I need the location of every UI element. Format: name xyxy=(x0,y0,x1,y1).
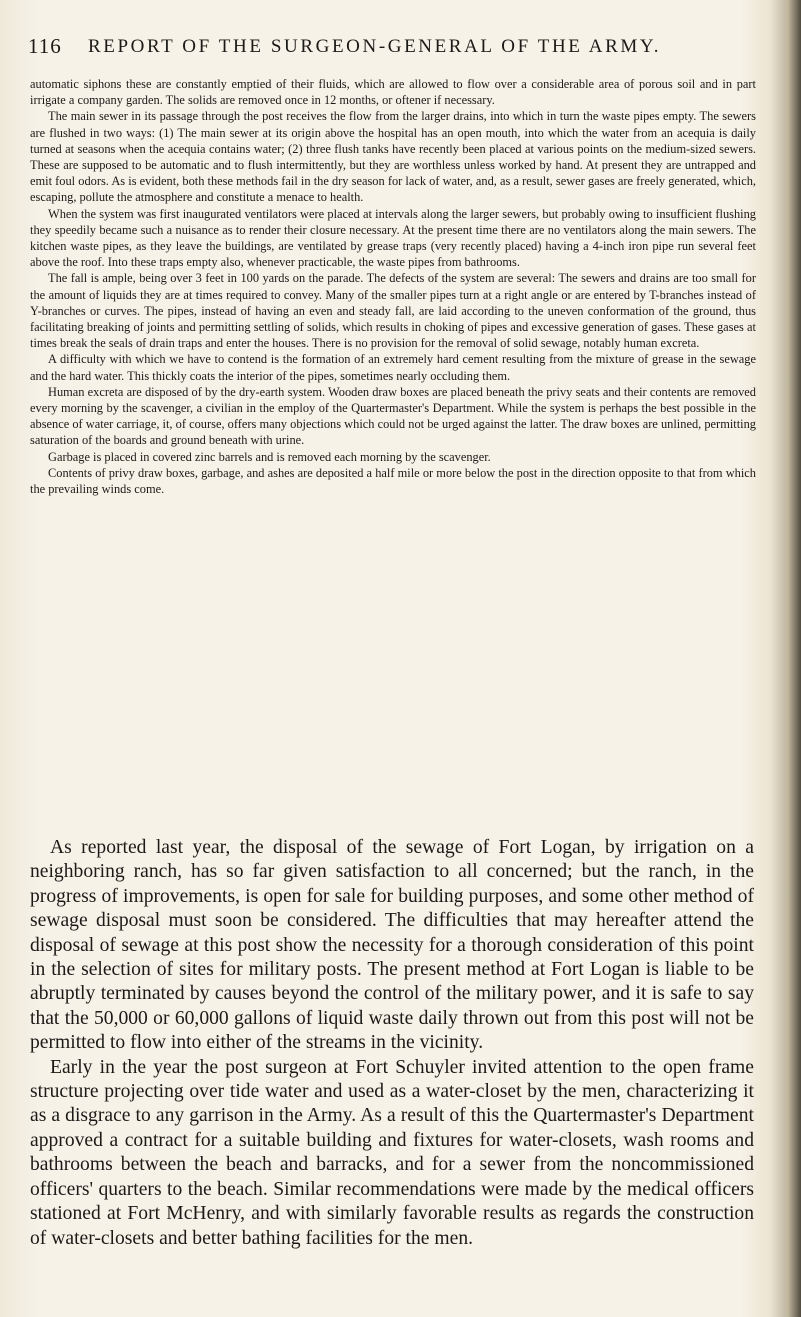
paragraph: Garbage is placed in covered zinc barrels and is removed each morning by the scavenger. xyxy=(48,449,491,464)
paragraph: Human excreta are disposed of by the dry-earth system. Wooden draw boxes are placed beneath the privy seats and their contents are removed every morning by the scavenger, a civilian in the employ of the Quartermaster's Department. While the system is perhaps the best possible in the absence of water carriage, it, of course, offers many objections which could not be urged against the latter. The draw boxes are unlined, permitting saturation of the boards and ground beneath with urine. xyxy=(30,384,756,448)
paragraph: The main sewer in its passage through the post receives the flow from the larger drains, into which in turn the waste pipes empty. The sewers are flushed in two ways: (1) The main sewer at its origin above the hospital has an open mouth, into which the water from an acequia is daily turned at seasons when the acequia contains water; (2) three flush tanks have recently been placed at various points on the medium-sized sewers. These are supposed to be automatic and to flush intermittently, but they are worthless unless worked by hand. At present they are untrapped and emit foul odors. As is evident, both these methods fail in the dry season for lack of water, and, as a result, sewer gases are freely generated, which, escaping, pollute the atmosphere and constitute a menace to health. xyxy=(30,109,756,205)
paragraph: Early in the year the post surgeon at Fort Schuyler invited attention to the open frame structure projecting over tide water and used as a water-closet by the men, characterizing it as a disgrace to any garrison in the Army. As a result of this the Quartermaster's Department approved a contract for a suitable building and fixtures for water-closets, wash rooms and bathrooms between the beach and barracks, and for a sewer from the noncommissioned officers' quarters to the beach. Similar recommendations were made by the medical officers stationed at Fort McHenry, and with similarly favorable results as regards the construction of water-closets and better bathing facilities for the men. xyxy=(30,1056,754,1249)
paragraph: As reported last year, the disposal of the sewage of Fort Logan, by irrigation on a neighboring ranch, has so far given satisfaction to all concerned; but the ranch, in the progress of improvements, is open for sale for building purposes, and some other method of sewage disposal must soon be considered. The difficulties that may hereafter attend the disposal of sewage at this post show the necessity for a thorough consideration of this point in the selection of sites for military posts. The present method at Fort Logan is liable to be abruptly terminated by causes beyond the control of the military power, and it is safe to say that the 50,000 or 60,000 gallons of liquid waste daily thrown out from this post will not be permitted to flow into either of the streams in the vicinity. xyxy=(30,837,754,1054)
running-title: REPORT OF THE SURGEON-GENERAL OF THE ARMY. xyxy=(88,36,662,57)
large-print-section xyxy=(30,836,754,1251)
page-header xyxy=(28,34,768,58)
paragraph: automatic siphons these are constantly emptied of their fluids, which are allowed to flow over a considerable area of porous soil and in part irrigate a company garden. The solids are removed once in 12 months, or oftener if necessary. xyxy=(30,77,756,108)
paragraph: The fall is ample, being over 3 feet in 100 yards on the parade. The defects of the system are several: The sewers and drains are too small for the amount of liquids they are at times required to convey. Many of the smaller pipes turn at a right angle or are entered by T-branches instead of Y-branches or curves. The pipes, instead of having an even and steady fall, are laid according to the uneven conformation of the ground, thus facilitating breaking of joints and permitting settling of solids, which results in choking of pipes and excessive generation of gases. These gases at times break the seals of drain traps and enter the houses. There is no provision for the removal of solid sewage, notably human excreta. xyxy=(30,271,756,351)
page-edge-shadow xyxy=(787,0,801,1317)
small-print-section xyxy=(30,76,756,497)
paragraph: Contents of privy draw boxes, garbage, and ashes are deposited a half mile or more below the post in the direction opposite to that from which the prevailing winds come. xyxy=(30,465,756,497)
page-number: 116 xyxy=(28,34,62,58)
paragraph: When the system was first inaugurated ventilators were placed at intervals along the larger sewers, but probably owing to insufficient flushing they speedily became such a nuisance as to render their closure necessary. At the present time there are no ventilators along the main sewers. The kitchen waste pipes, as they leave the buildings, are ventilated by grease traps (very recently placed) having a 4-inch iron pipe run several feet above the roof. Into these traps empty also, whenever practicable, the waste pipes from bathrooms. xyxy=(30,206,756,270)
paragraph: A difficulty with which we have to contend is the formation of an extremely hard cement resulting from the mixture of grease in the sewage and the hard water. This thickly coats the interior of the pipes, sometimes nearly occluding them. xyxy=(30,352,756,383)
